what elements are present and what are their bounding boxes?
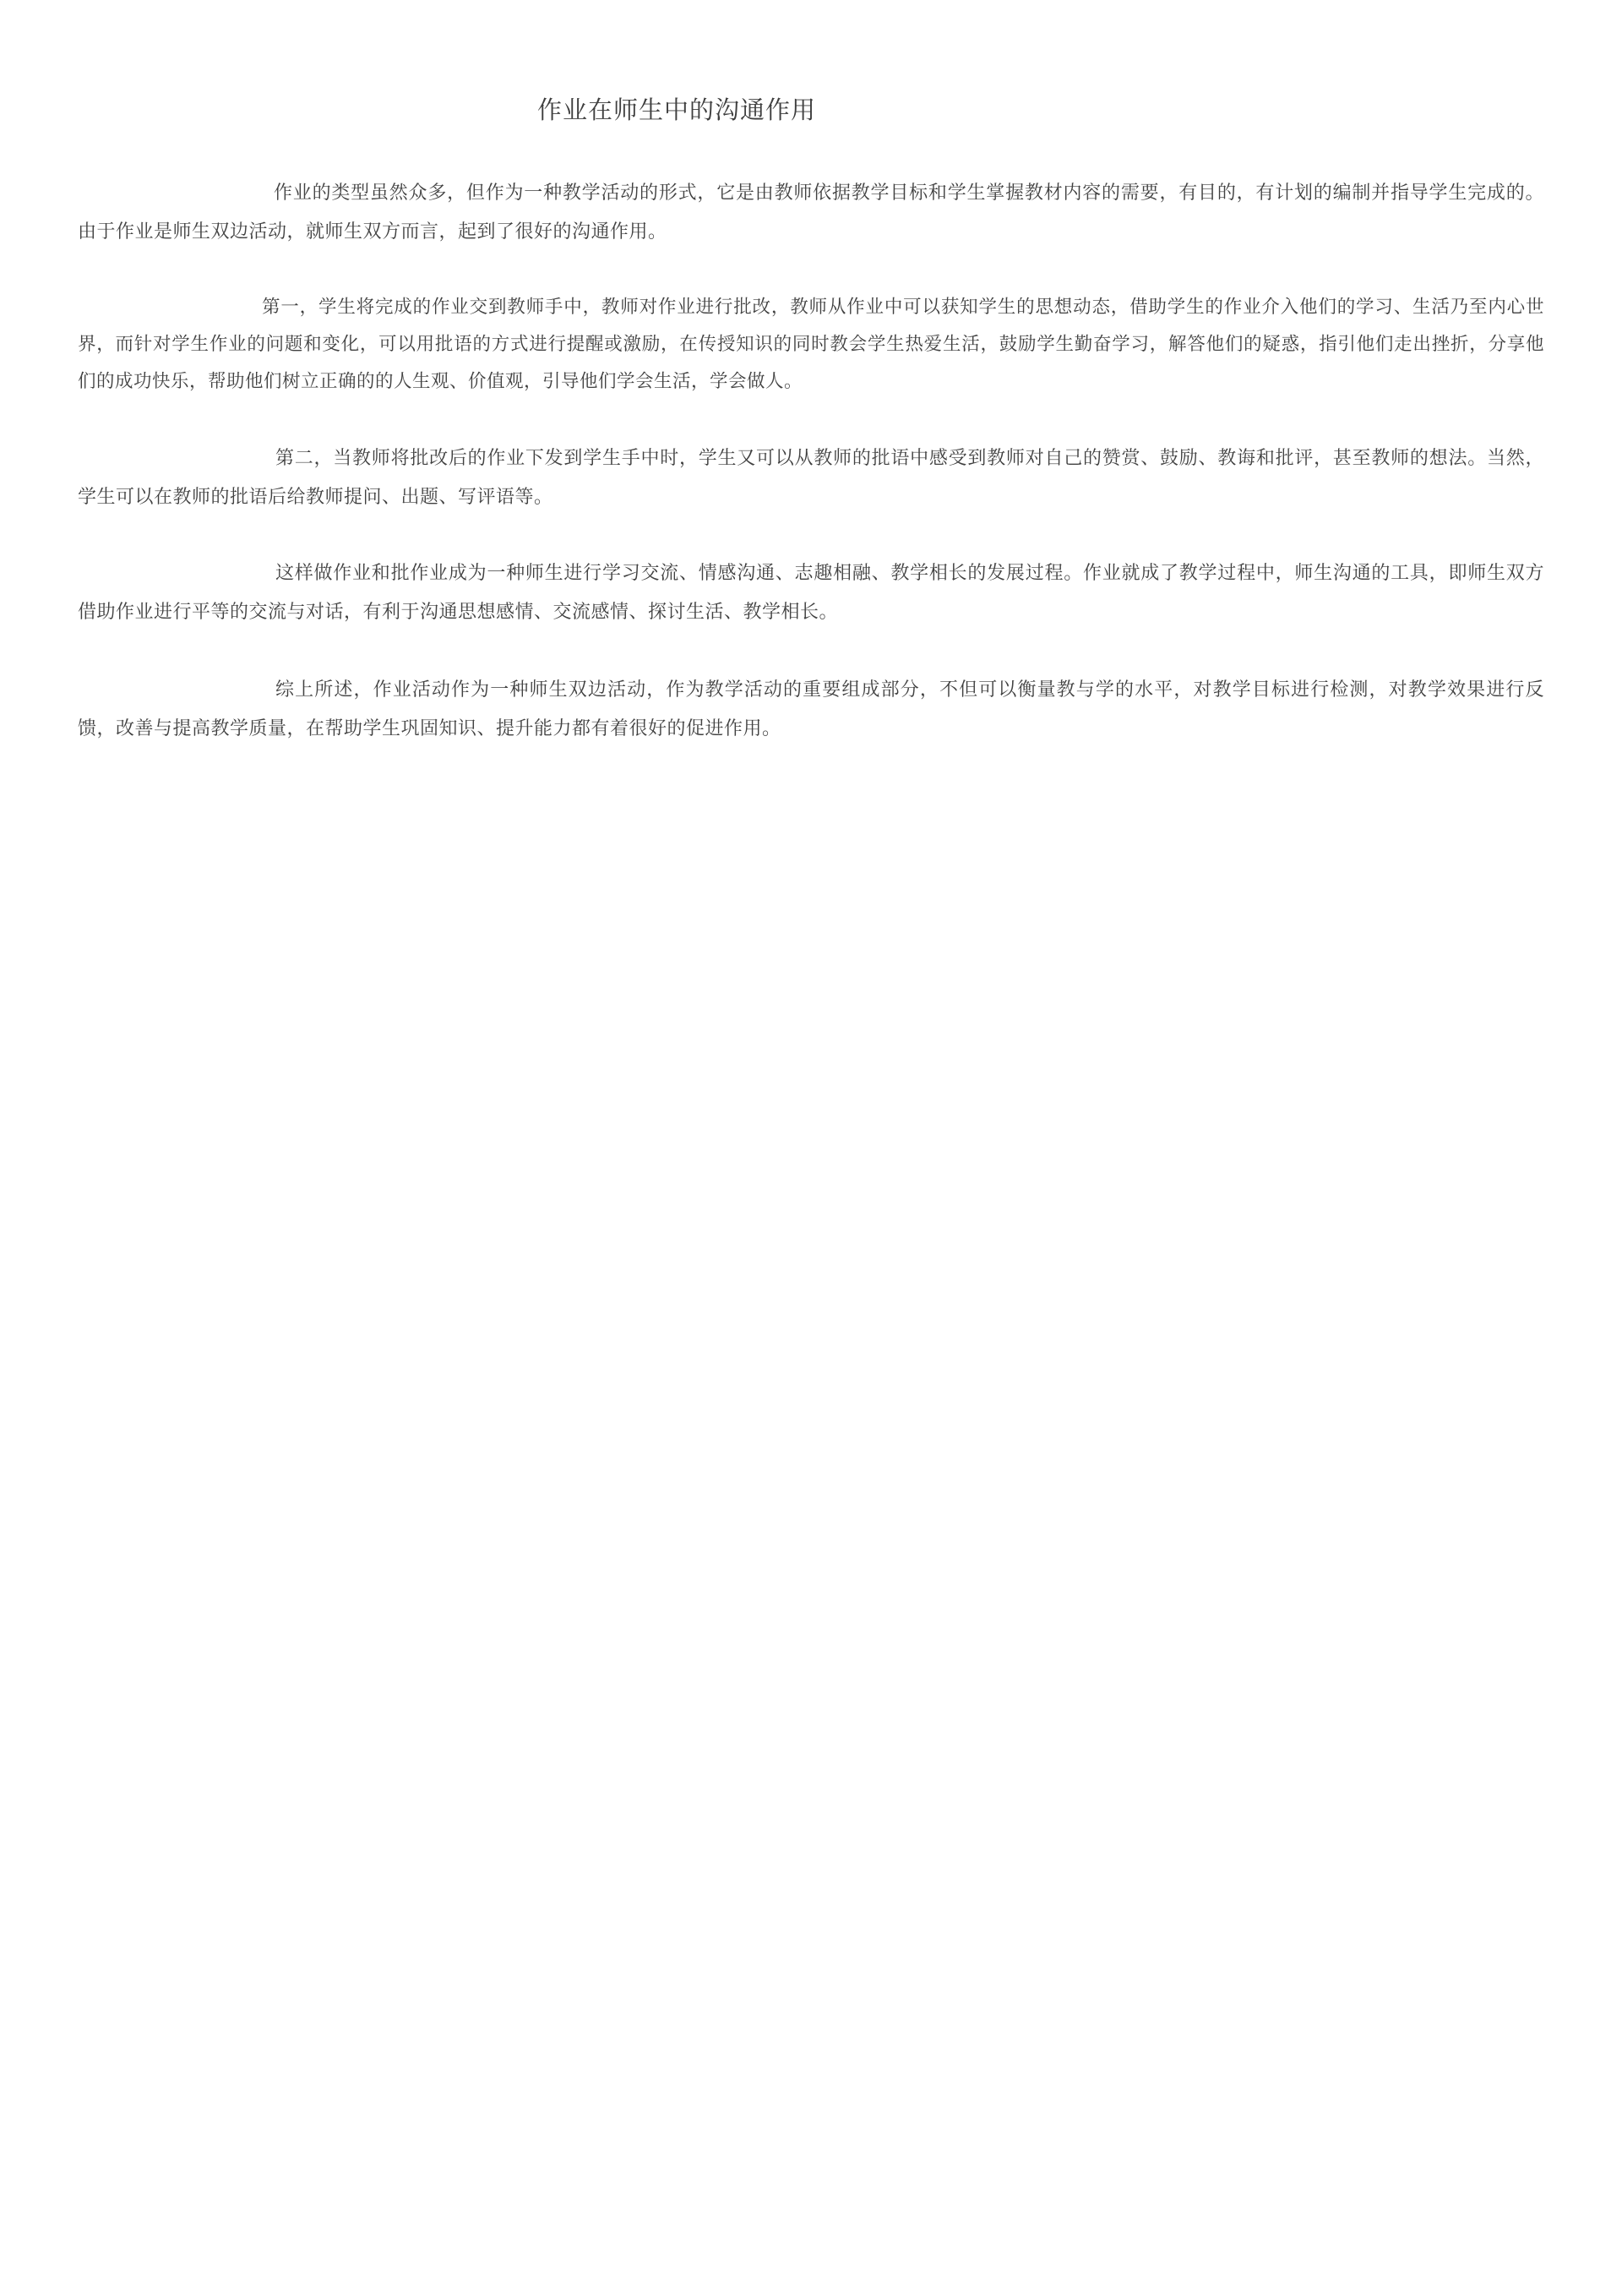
paragraph-exchange-process: 这样做作业和批作业成为一种师生进行学习交流、情感沟通、志趣相融、教学相长的发展过程。作业就成了教学过程中，师生沟通的工具，即师生双方借助作业进行平等的交流与对话，有利于沟通思想感情、交流感情、探讨生活、教学相长。: [78, 563, 1544, 623]
paragraph-conclusion: 综上所述，作业活动作为一种师生双边活动，作为教学活动的重要组成部分，不但可以衡量教与学的水平，对教学目标进行检测，对教学效果进行反馈，改善与提高教学质量，在帮助学生巩固知识、提升能力都有着很好的促进作用。: [78, 679, 1544, 739]
paragraph-first-point: 第一，学生将完成的作业交到教师手中，教师对作业进行批改，教师从作业中可以获知学生的思想动态，借助学生的作业介入他们的学习、生活乃至内心世界，而针对学生作业的问题和变化，可以用批语的方式进行提醒或激励，在传授知识的同时教会学生热爱生活，鼓励学生勤奋学习，解答他们的疑惑，指引他们走出挫折，分享他们的成功快乐，帮助他们树立正确的的人生观、价值观，引导他们学会生活，学会做人。: [78, 297, 1544, 392]
document-title: 作业在师生中的沟通作用: [537, 95, 817, 124]
paragraph-intro: 作业的类型虽然众多，但作为一种教学活动的形式，它是由教师依据教学目标和学生掌握教材内容的需要，有目的，有计划的编制并指导学生完成的。由于作业是师生双边活动，就师生双方而言，起到了很好的沟通作用。: [78, 183, 1544, 243]
paragraph-second-point: 第二，当教师将批改后的作业下发到学生手中时，学生又可以从教师的批语中感受到教师对自己的赞赏、鼓励、教诲和批评，甚至教师的想法。当然，学生可以在教师的批语后给教师提问、出题、写评语等。: [78, 448, 1544, 508]
